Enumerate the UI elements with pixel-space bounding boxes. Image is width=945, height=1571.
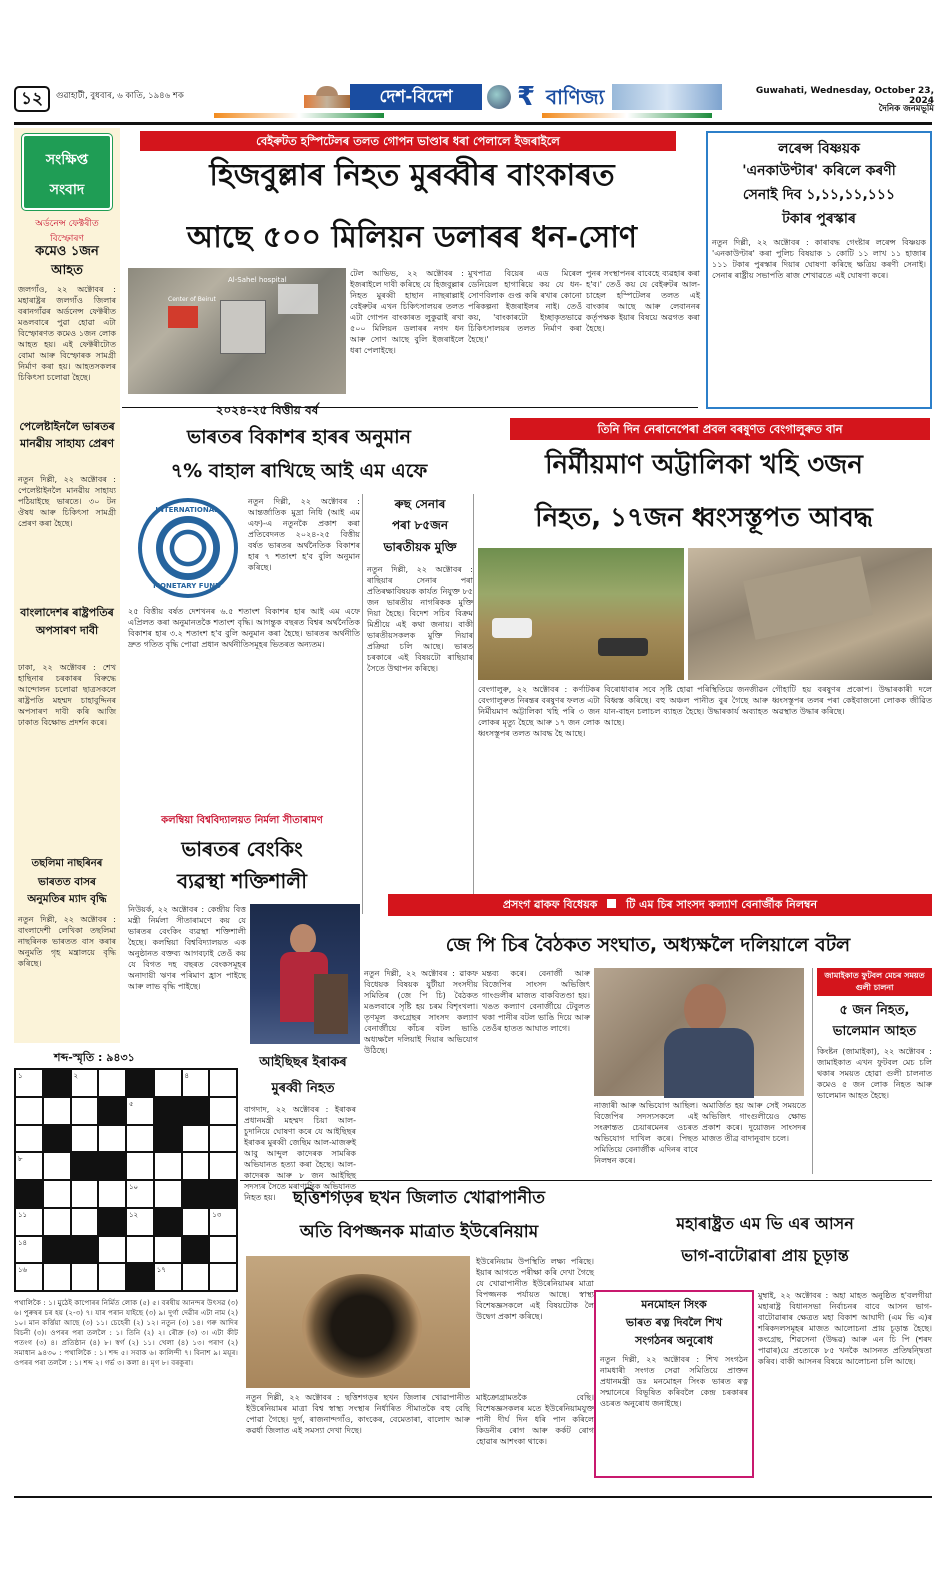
jpc-kicker-a: প্ৰসংগ ৱাকফ বিধেয়ক xyxy=(502,898,598,911)
crossword-cell xyxy=(43,1236,71,1264)
crossword-cell xyxy=(98,1097,126,1125)
jamaica-body: কিংষ্টন (জামাইকা), ২২ অক্টোবৰ : জামাইকাত এখন ফুটবল মেচ চলি থকাৰ সময়ত হোৱা গুলী চালনাত কমেও ৫ জন লোক নিহত আৰু ভালেমান আহত হৈছে। xyxy=(817,1047,932,1100)
chhattisgarh-body-3: মাইক্ৰোগ্ৰামতকৈ বেছি। বিশেষজ্ঞসকলৰ মতে ইউৰেনিয়ামযুক্ত পানী দীৰ্ঘ দিন ধৰি পান কৰিলে কিডনীৰ ৰোগ আৰু কৰ্কট ৰোগ হোৱাৰ আশংকা থাকে। xyxy=(476,1393,594,1446)
crossword-cell[interactable] xyxy=(209,1125,237,1153)
jamaica-head-2: ভালেমান আহত xyxy=(832,1024,917,1039)
crossword-cell[interactable] xyxy=(71,1263,99,1291)
crossword xyxy=(14,1050,240,1480)
crossword-cell xyxy=(182,1097,210,1125)
manmohan-head-1: মনমোহন সিংক xyxy=(641,1298,707,1311)
brief-column xyxy=(14,128,120,1043)
crossword-cell[interactable] xyxy=(98,1069,126,1097)
crossword-cell[interactable] xyxy=(154,1180,182,1208)
crossword-clue-number: ১৭ xyxy=(156,1266,166,1275)
date-assamese: গুৱাহাটী, বুধবাৰ, ৬ কাতি, ১৯৪৬ শক xyxy=(56,91,184,101)
crossword-clue-number: ১ xyxy=(18,1072,23,1080)
crossword-cell[interactable] xyxy=(126,1180,154,1208)
brief-title-line2: সংবাদ xyxy=(49,182,85,198)
crossword-cell[interactable] xyxy=(15,1097,43,1125)
crossword-cell[interactable] xyxy=(98,1236,126,1264)
beirut-aerial-photo xyxy=(128,268,346,394)
crossword-cell[interactable] xyxy=(15,1263,43,1291)
lawrence-body: নতুন দিল্লী, ২২ অক্টোবৰ : কাৰাবদ্ধ গেংষ্টাৰ লৰেন্স বিষ্ণয়ক 'এনকাউণ্টাৰ' কৰা পুলিচ বিষয়াক ১ কোটি ১১ লাখ ১১ হাজাৰ ১১১ টকাৰ পুৰস্কাৰ দিয়াৰ ঘোষণা কৰিছে ক্ষত্ৰিয় কৰণী সেনাই। সেনাৰ ৰাষ্ট্ৰীয় সভাপতি ৰাজ শেখাৱতে এই ঘোষণা কৰে। xyxy=(712,238,926,280)
crossword-cell[interactable] xyxy=(209,1097,237,1125)
jpc-body-1: নতুন দিল্লী, ২২ অক্টোবৰ : ৱাকফ বিধেয়ক বিষয়ক যুটীয়া সংসদীয় সমিতিৰ (জে পি চি) বৈঠকত মঙলবাৰে সৃষ্টি হয় চৰম বিশৃংখলা। তৃণমূল কংগ্ৰেছৰ সাংসদ কল্যাণ বেনাৰ্জীয়ে কাঁচৰ বটল ভাঙি অধ্যক্ষলৈ দলিয়াই দিয়াৰ অভিযোগ উঠিছে। xyxy=(364,969,478,1055)
crossword-cell xyxy=(71,1236,99,1264)
globe-icon xyxy=(487,85,511,109)
top-rule xyxy=(14,122,932,125)
skyline-graphic xyxy=(612,84,722,110)
crossword-cell xyxy=(154,1208,182,1236)
crossword-clue-number: ১২ xyxy=(129,1210,139,1219)
section-underline-left xyxy=(214,113,384,118)
imf-body-1: নতুন দিল্লী, ২২ অক্টোবৰ : আন্তৰ্জাতিক মুদ্ৰা নিধি (আই এম এফ)-এ নতুনকৈ প্ৰকাশ কৰা প্ৰতিবেদনত ২০২৪-২৫ বিত্তীয় বৰ্ষত ভাৰতৰ অৰ্থনৈতিক বিকাশৰ হাৰ ৭ শতাংশ হ'ব বুলি অনুমান কৰিছে। xyxy=(248,497,360,572)
crossword-cell[interactable] xyxy=(209,1236,237,1264)
crossword-cell[interactable] xyxy=(43,1263,71,1291)
crossword-cell xyxy=(154,1097,182,1125)
maharashtra-headline-1: মহাৰাষ্ট্ৰত এম ভি এৰ আসন xyxy=(676,1214,854,1233)
rupee-icon: ₹ xyxy=(517,82,536,112)
crossword-cell[interactable] xyxy=(154,1152,182,1180)
imf-logo-bottom: MONETARY FUND xyxy=(153,582,221,590)
crossword-cell[interactable] xyxy=(43,1180,71,1208)
brief-3-body: ঢাকা, ২২ অক্টোবৰ : শেখ হাছিনাৰ চৰকাৰৰ বিৰুদ্ধে আন্দোলন চলোৱা ছাত্ৰসকলে ৰাষ্ট্ৰপতি মহম্মদ চাহাবুদ্দিনৰ অপসাৰণ দাবী কৰি আজি ঢাকাত বিক্ষোভ প্ৰদৰ্শন কৰে। xyxy=(18,663,116,727)
crossword-cell xyxy=(126,1263,154,1291)
collapse-photo xyxy=(688,548,932,680)
brief-1-body: জলগাঁও, ২২ অক্টোবৰ : মহাৰাষ্ট্ৰৰ জলগাঁও জিলাৰ বৰানগাঁৱৰ অৰ্ডনেন্স ফেক্টৰীত মঙলবাৰে পুৱা হোৱা এটা বিস্ফোৰণত কমেও ১জন লোক আহত হয়। এই ফেক্টৰীটোত বোমা আৰু বিস্ফোৰক সামগ্ৰী নিৰ্মাণ কৰা হয়। আহতসকলৰ চিকিৎসা চলোৱা হৈছে। xyxy=(18,285,116,382)
bengaluru-headline-1: নিৰ্মীয়মাণ অট্টালিকা খহি ৩জন xyxy=(545,450,863,480)
photo-label-2: Center of Beirut xyxy=(168,296,216,303)
crossword-cell[interactable] xyxy=(154,1236,182,1264)
bengaluru-body-1: বেংগালুৰু, ২২ অক্টোবৰ : কৰ্ণাটকৰ বেংগালুৰুত নিৰন্তৰ বৰষুণৰ ফলত এটা নিৰ্মীয়মাণ অট্টালিকা খহি পৰি ৩ জন লোকৰ মৃত্যু হৈছে আৰু ১৭ জন লোক ধ্বংসস্তূপৰ তলত আবদ্ধ হৈ আছে। xyxy=(478,685,600,738)
masthead xyxy=(14,80,932,122)
crossword-cell[interactable] xyxy=(71,1069,99,1097)
chhattisgarh-headline-1: ছত্তিশগড়ৰ ছখন জিলাত খোৱাপানীত xyxy=(292,1188,546,1208)
crossword-clue-number: ৮ xyxy=(18,1155,23,1164)
brief-title-line1: সংক্ষিপ্ত xyxy=(45,152,89,168)
paper-name: দৈনিক জনমভূমি xyxy=(878,104,934,114)
sitharaman-headline-1: ভাৰতৰ বেংকিং xyxy=(181,837,303,861)
imf-body-2: ২৫ বিত্তীয় বৰ্ষত দেশখনৰ ৬.৫ শতাংশ বিকাশৰ হাৰ আই এম এফে এপ্ৰিলত কৰা অনুমানতকৈ শতাংশ বৃদ্ধি। আগন্তুক বছৰত বিশ্বৰ অৰ্থনৈতিক বিকাশৰ হাৰ ৩.২ শতাংশ হ'ব বুলি অনুমান কৰা হৈছে। ভাৰতৰ অৰ্থনীতি দ্ৰুত গতিত বৃদ্ধি পোৱা প্ৰধান অৰ্থনীতিসমূহৰ ভিতৰত অন্যতম। xyxy=(128,607,360,649)
brief-4-body: নতুন দিল্লী, ২২ অক্টোবৰ : বাংলাদেশী লেখিকা তছলিমা নাছৰিনক ভাৰতত বাস কৰাৰ অনুমতি গৃহ মন্ত্ৰালয়ে বৃদ্ধি কৰিছে। xyxy=(18,915,116,968)
crossword-cell[interactable] xyxy=(209,1152,237,1180)
crossword-cell[interactable] xyxy=(98,1180,126,1208)
crossword-cell[interactable] xyxy=(98,1125,126,1153)
crossword-title: শব্দ-স্মৃতি : ৯৪৩১ xyxy=(54,1051,135,1064)
section-desh-bidesh: দেশ-বিদেশ xyxy=(350,84,482,110)
jamaica-head-1: ৫ জন নিহত, xyxy=(839,1003,910,1018)
crossword-cell[interactable] xyxy=(182,1208,210,1236)
crossword-cell[interactable] xyxy=(98,1263,126,1291)
chhattisgarh-headline-2: অতি বিপজ্জনক মাত্ৰাত ইউৰেনিয়াম xyxy=(299,1222,539,1242)
crossword-cell[interactable] xyxy=(209,1069,237,1097)
manmohan-head-3: সংগঠনৰ অনুৰোধ xyxy=(635,1334,713,1347)
lead-kicker: বেইৰুটত হস্পিটেলৰ তলত গোপন ভাণ্ডাৰ ধৰা পেলালে ইজৰাইলে xyxy=(140,131,676,151)
lead-headline-2: আছে ৫০০ মিলিয়ন ডলাৰৰ ধন-সোণ xyxy=(186,220,638,255)
iraq-headline-2: মুৰব্বী নিহত xyxy=(271,1081,335,1096)
crossword-clue-number: ৫ xyxy=(129,1099,134,1108)
crossword-clue-number: ১০ xyxy=(129,1183,139,1191)
crossword-cell[interactable] xyxy=(126,1097,154,1125)
crossword-cell[interactable] xyxy=(43,1208,71,1236)
crossword-cell[interactable] xyxy=(182,1263,210,1291)
crossword-cell[interactable] xyxy=(15,1208,43,1236)
lawrence-head-4: টকাৰ পুৰস্কাৰ xyxy=(782,211,856,227)
crossword-cell[interactable] xyxy=(15,1069,43,1097)
brief-1-headline: কমেও ১জন আহত xyxy=(35,244,99,278)
russia-head-2: পৰা ৮৫জন xyxy=(391,518,449,532)
crossword-clue-number: ১৩ xyxy=(212,1210,222,1219)
crossword-clue-number: ৪ xyxy=(184,1072,190,1080)
crossword-cell[interactable] xyxy=(71,1208,99,1236)
maharashtra-body: মুম্বাই, ২২ অক্টোবৰ : অহা মাহত অনুষ্ঠিত হ'বলগীয়া মহাৰাষ্ট্ৰ বিধানসভা নিৰ্বাচনৰ বাবে আসন ভাগ-বাটোৱাৰাৰ ক্ষেত্ৰত মহা বিকাশ আঘাদী (এম ভি এ)ৰ শৰিকদলসমূহৰ মাজত আলোচনা প্ৰায় চূড়ান্ত হৈছে। কংগ্ৰেছ, শিৱসেনা (উদ্ধৱ) আৰু এন চি পি (শৰদ পাৱাৰ)য়ে প্ৰত্যেকে ৮৫ খনকৈ আসনত প্ৰতিদ্বন্দ্বিতা কৰিব। বাকী আসনৰ বিষয়ে আলোচনা চলি আছে। xyxy=(758,1291,932,1366)
jamaica-box xyxy=(812,968,932,1174)
lawrence-head-1: লৰেন্স বিষ্ণয়ক xyxy=(778,141,860,157)
crossword-cell xyxy=(182,1236,210,1264)
bengaluru-body-3: গৌহাটি হয় বৰষুণৰ প্ৰকোপ। উদ্ধাৰকাৰী দলে ধ্বংসস্তূপৰ তলৰ পৰা কেইবাজনো লোকক জীৱিত অৱস্থাত উদ্ধাৰ কৰিছে। xyxy=(772,685,932,716)
crossword-clue-number: ১৬ xyxy=(18,1266,28,1275)
crossword-cell xyxy=(98,1208,126,1236)
manmohan-body: নতুন দিল্লী, ২২ অক্টোবৰ : শিখ সংগঠন নামধাৰী সংগত সেৱা সমিতিয়ে প্ৰাক্তন প্ৰধানমন্ত্ৰী ডঃ মনমোহন সিংক ভাৰত ৰত্ন সন্মানেৰে বিভূষিত কৰিবলৈ কেন্দ্ৰ চৰকাৰৰ ওচৰত অনুৰোধ জনাইছে। xyxy=(600,1355,748,1408)
kalyan-banerjee-photo xyxy=(594,968,804,1096)
manmohan-box xyxy=(594,1290,754,1478)
sitharaman-headline-2: ব্যৱস্থা শক্তিশালী xyxy=(177,869,307,893)
crossword-grid[interactable] xyxy=(14,1068,238,1292)
section-underline-right xyxy=(542,113,712,118)
brief-2-body: নতুন দিল্লী, ২২ অক্টোবৰ : পেলেষ্টাইনলৈ মানৱীয় সাহায্য পঠিয়াইছে ভাৰতে। ৩০ টন ঔষধ আৰু চিকিৎসা সামগ্ৰী প্ৰেৰণ কৰা হৈছে। xyxy=(18,475,116,528)
imf-kicker: ২০২৪-২৫ বিত্তীয় বৰ্ষ xyxy=(215,403,319,417)
manmohan-head-2: ভাৰত ৰত্ন দিবলৈ শিখ xyxy=(625,1316,723,1329)
chhattisgarh-body-1: ইউৰেনিয়াম উপস্থিতি লক্ষ্য পৰিছে। ইয়াৰ আগতে পৰীক্ষা কৰি দেখা গৈছে যে খোৱাপানীত ইউৰেনিয়ামৰ মাত্ৰা বিপজ্জনক পৰ্যায়ত আছে। স্বাস্থ্য বিশেষজ্ঞসকলে এই বিষয়টোক লৈ উদ্বেগ প্ৰকাশ কৰিছে। xyxy=(476,1257,594,1321)
crossword-cell[interactable] xyxy=(182,1152,210,1180)
bengaluru-headline-2: নিহত, ১৭জন ধ্বংসস্তূপত আবদ্ধ xyxy=(535,503,873,533)
crossword-cell[interactable] xyxy=(71,1180,99,1208)
brief-3-headline: বাংলাদেশৰ ৰাষ্ট্ৰপতিৰ অপসাৰণ দাবী xyxy=(20,606,114,637)
flood-photo xyxy=(478,548,684,680)
crossword-cell xyxy=(71,1152,99,1180)
jpc-body-3: নাজাৰী আৰু অভিযোগ আছিল। বিজেপিৰ সদস্যসকলে এই সংক্ৰান্তত চেয়াৰমেনৰ ওচৰত অভিযোগ দাখিল কৰে। পিছত সমিতিয়ে বেনাৰ্জীক এদিনৰ বাবে নিলম্বন কৰে। xyxy=(594,1101,698,1165)
lead-body-3: পুনৰ সংস্থাপনৰ বাবেহে ব্যৱহাৰ কৰা হ'ব।' তেওঁ কয় যে বেইৰুটৰ আল-চাহেল হস্পিটেলৰ তলত এই বাংকাৰ আছে আৰু লেবাননৰ কৰ্তৃপক্ষক ইয়াৰ বিষয়ে অৱগত কৰা হৈছে। xyxy=(586,269,700,333)
crossword-cell[interactable] xyxy=(126,1152,154,1180)
crossword-cell xyxy=(182,1180,210,1208)
lawrence-head-2: 'এনকাউণ্টাৰ' কৰিলে কৰণী xyxy=(742,163,896,179)
jpc-body-4: অমাৰ্জিত হয় আৰু সেই সময়তে অভিজিৎ গাংগুলীয়েও ক্ষোভ প্ৰকাশ কৰে। দুয়োজন সাংসদৰ মাজত তীব্ৰ বাদানুবাদ চলে। xyxy=(702,1101,806,1143)
crossword-cell[interactable] xyxy=(154,1263,182,1291)
sitharaman-photo xyxy=(250,904,360,1044)
crossword-cell[interactable] xyxy=(126,1125,154,1153)
brief-4-headline: ভাৰতত বাসৰ অনুমতিৰ ম্যাদ বৃদ্ধি xyxy=(27,876,107,905)
russia-head-3: ভাৰতীয়ক মুক্তি xyxy=(383,540,457,554)
divider-h2 xyxy=(240,1180,932,1181)
crossword-cell[interactable] xyxy=(71,1097,99,1125)
crossword-cell xyxy=(209,1180,237,1208)
russia-box xyxy=(362,494,474,914)
crossword-cell xyxy=(43,1125,71,1153)
crossword-cell[interactable] xyxy=(209,1263,237,1291)
jamaica-kicker: জামাইকাত ফুটবল মেচৰ সময়ত গুলী চালনা xyxy=(817,968,932,996)
crossword-clues: পথালিকৈ : ১। মুঠেই কাপোৰৰ নিৰ্মিত লোক (৫) ৫। বৰষীয় আনন্দৰ উৎসৱ (৩) ৬। পুৰুষৰ চৰ হয় (২-৩) ৭। যাৰ পৰান যাইছে (৩) ৯। দুৰ্গা দেৱীৰ এটা নাম (২) ১০। মান কৰ্ত্তিয়া আছে (৩) ১১। চেহেৰী (২) ১২। নতুন (৩) ১৪। গৰু আদিৰ বিচনী (৩)। ওপৰৰ পৰা তললৈ : ১। তিনি (২) ২। ৰৌক্ৰ (৩) ৩। এটা কীট পতংগ (৩) ৪। প্ৰতিষ্ঠান (৪) ৮। স্বৰ্গ (২) ১১। খেলা (৪) ১৩। পৰাণ (২) সমাধান ৯৪৩০ : পথালিকৈ : ১। শব্দ ৫। সবাক ৬। কালিন্দী ৭। বিনাশ ৯। ময়ূৰ। ওপৰৰ পৰা তললৈ : ১। শব্দ ২। গৰ্ভ ৩। কলা ৪। মৃগ ৮। বৰকুৰা। xyxy=(14,1298,238,1367)
iraq-headline-1: আইছিছৰ ইৰাকৰ xyxy=(259,1055,347,1070)
square-bullet-icon xyxy=(607,899,616,908)
russia-head-1: ৰুছ সেনাৰ xyxy=(394,497,446,511)
crossword-cell xyxy=(43,1069,71,1097)
russia-body: নতুন দিল্লী, ২২ অক্টোবৰ : ৰাছিয়াৰ সেনাৰ পৰা প্ৰতিৰক্ষাবিষয়ক কাৰ্যত নিযুক্ত ৮৫ জন ভাৰতীয় নাগৰিকক মুক্তি দিয়া হৈছে। বিদেশ সচিব বিক্ৰম মিশ্ৰীয়ে এই কথা জনায়। বাকী ভাৰতীয়সকলক মুক্তি দিয়াৰ প্ৰক্ৰিয়া চলি আছে। ভাৰত চৰকাৰে এই বিষয়টো ৰাছিয়াৰ সৈতে উত্থাপন কৰিছে। xyxy=(367,565,473,673)
crossword-clue-number: ২ xyxy=(73,1072,79,1080)
crossword-cell[interactable] xyxy=(43,1152,71,1180)
crossword-clue-number: ১৪ xyxy=(18,1238,28,1247)
crossword-cell xyxy=(98,1152,126,1180)
lead-headline-1: হিজবুল্লাৰ নিহত মুৰব্বীৰ বাংকাৰত xyxy=(209,158,615,193)
crossword-cell[interactable] xyxy=(126,1236,154,1264)
brief-1-kicker: অৰ্ডনেন্স ফেক্টৰীত বিস্ফোৰণ xyxy=(35,219,99,244)
sitharaman-kicker: কলম্বিয়া বিশ্ববিদ্যালয়ত নিৰ্মলা সীতাৰামণ xyxy=(161,815,323,826)
photo-label: Al-Sahel hospital xyxy=(228,276,287,284)
brief-2-headline: পেলেষ্টাইনলৈ ভাৰতৰ মানৱীয় সাহায্য প্ৰেৰণ xyxy=(19,420,115,450)
crossword-cell[interactable] xyxy=(126,1208,154,1236)
crossword-cell[interactable] xyxy=(182,1069,210,1097)
crossword-cell[interactable] xyxy=(15,1125,43,1153)
sitharaman-body: নিউয়ৰ্ক, ২২ অক্টোবৰ : কেন্দ্ৰীয় বিত্ত মন্ত্ৰী নিৰ্মলা সীতাৰামণে কয় যে ভাৰতৰ বেংকিং ব্যৱস্থা শক্তিশালী হৈছে। কলম্বিয়া বিশ্ববিদ্যালয়ত এক অনুষ্ঠানত বক্তব্য আগবঢ়াই তেওঁ কয় যে বিগত দহ বছৰত বেংকসমূহৰ অনাদায়ী ঋণৰ পৰিমাণ হ্ৰাস পাইছে আৰু লাভ বৃদ্ধি পাইছে। xyxy=(128,905,246,991)
imf-headline-2: ৭% বাহাল ৰাখিছে আই এম এফে xyxy=(170,460,428,482)
chhattisgarh-body-2: নতুন দিল্লী, ২২ অক্টোবৰ : ছত্তিশগড়ৰ ছখন জিলাৰ খোৱাপানীত ইউৰেনিয়ামৰ মাত্ৰা বিশ্ব স্বাস্থ্য সংস্থাৰ নিৰ্ধাৰিত সীমাতকৈ বহু বেছি পোৱা গৈছে। দুৰ্গ, ৰাজনান্দগাঁও, কাংকেৰ, বেমেতাৰা, বালোদ আৰু কৱৰ্ধা জিলাত এই সমস্যা দেখা দিছে। xyxy=(246,1393,470,1435)
imf-logo-top: INTERNATIONAL xyxy=(155,506,219,514)
bengaluru-body-2: বিৰোধাবাৰ সবে সৃষ্টি হোৱা পৰিস্থিতিয়ে জনজীৱন বিধ্বস্ত কৰিছে। বহু অঞ্চল পানীত বুৰ গৈছে আৰু যান-বাহন চলাচল ব্যাহত হৈছে। উদ্ধাৰকাৰ্য অব্যাহত আছে। xyxy=(604,685,768,727)
well-photo xyxy=(246,1256,470,1388)
imf-logo xyxy=(132,496,242,602)
brief-4-kicker: তছলিমা নাছৰিনৰ xyxy=(31,858,103,869)
jpc-kicker xyxy=(388,894,932,916)
jpc-kicker-b: টি এম চিৰ সাংসদ কল্যাণ বেনাৰ্জীক নিলম্বন xyxy=(626,898,818,911)
bengaluru-kicker: তিনি দিন নেৰানেপেৰা প্ৰবল বৰষুণত বেংগালুৰুত বান xyxy=(510,418,930,440)
crossword-cell[interactable] xyxy=(182,1125,210,1153)
crossword-cell xyxy=(126,1069,154,1097)
crossword-cell[interactable] xyxy=(71,1125,99,1153)
bottom-rule xyxy=(14,1496,932,1498)
crossword-cell[interactable] xyxy=(15,1236,43,1264)
jpc-body-2: মন্তব্য কৰে। বেনাৰ্জী আৰু বিজেপিৰ সাংসদ অভিজিৎ গাংগুলীৰ মাজত বাকবিতণ্ডা হয়। খঙত কল্যাণ বেনাৰ্জীয়ে টেবুলত থকা পানীৰ বটল ভাঙি দিয়ে আৰু তেওঁৰ হাতত আঘাত লাগে। xyxy=(482,969,590,1033)
jpc-headline: জে পি চিৰ বৈঠকত সংঘাত, অধ্যক্ষলৈ দলিয়ালে বটল xyxy=(445,934,851,956)
parliament-graphic xyxy=(304,86,350,108)
section-banijya: বাণিজ্য xyxy=(546,85,605,109)
date-english: Guwahati, Wednesday, October 23, 2024 xyxy=(755,86,934,106)
lead-body-1: টেল আভিভ, ২২ অক্টোবৰ : ইজৰাইলে দাবী কৰিছে যে হিজবুল্লাৰ নিহত মুৰব্বী হাছান নাছৰাল্লাই বেইৰুটৰ এখন চিকিৎসালয়ৰ তলত এটা গোপন বাংকাৰত লুকুৱাই ৰখা ৫০০ মিলিয়ন ডলাৰৰ নগদ ধন আৰু সোণ আছে বুলি ইজৰাইলে ধৰা পেলাইছে। xyxy=(350,269,464,355)
lawrence-box xyxy=(706,131,932,409)
lawrence-head-3: সেনাই দিব ১,১১,১১,১১১ xyxy=(742,187,896,203)
crossword-cell xyxy=(15,1180,43,1208)
imf-headline-1: ভাৰতৰ বিকাশৰ হাৰৰ অনুমান xyxy=(186,426,411,448)
crossword-cell[interactable] xyxy=(15,1152,43,1180)
crossword-cell[interactable] xyxy=(43,1097,71,1125)
lead-body-2: মুখপাত্ৰ বিয়েৰ এড মিৰেল ডেনিয়েল হাগাৰিয়ে কয় যে ধন-সোণবিলাক গুপ্ত কৰি ৰখাৰ কোনো পৰিকল্পনা ইজৰাইলৰ নাই। তেওঁ কয়, 'বাংকাৰটো ইচ্ছাকৃতভাৱে চিকিৎসালয়ৰ তলত নিৰ্মাণ কৰা হৈছে।' xyxy=(468,269,582,344)
page-number: ১২ xyxy=(14,86,50,112)
crossword-cell[interactable] xyxy=(154,1069,182,1097)
crossword-clue-number: ১১ xyxy=(18,1210,28,1219)
brief-badge xyxy=(22,134,112,210)
maharashtra-headline-2: ভাগ-বাটোৱাৰা প্ৰায় চূড়ান্ত xyxy=(681,1246,849,1265)
crossword-cell[interactable] xyxy=(209,1208,237,1236)
crossword-cell xyxy=(154,1125,182,1153)
iraq-body: বাগদাদ, ২২ অক্টোবৰ : ইৰাকৰ প্ৰধানমন্ত্ৰী মহম্মদ চিয়া আল-চুদানিয়ে ঘোষণা কৰে যে আইছিছৰ ইৰাকৰ মুৰব্বী জেছিম আল-মাজৰুই আবু আব্দুল কাদেৰক সামৰিক অভিযানত হত্যা কৰা হৈছে। আল-কাদেৰক আৰু ৮ জন আইছিছ সদস্যৰ সৈতে মৰাণান্তিক অভিযানত নিহত হয়। xyxy=(244,1105,356,1202)
